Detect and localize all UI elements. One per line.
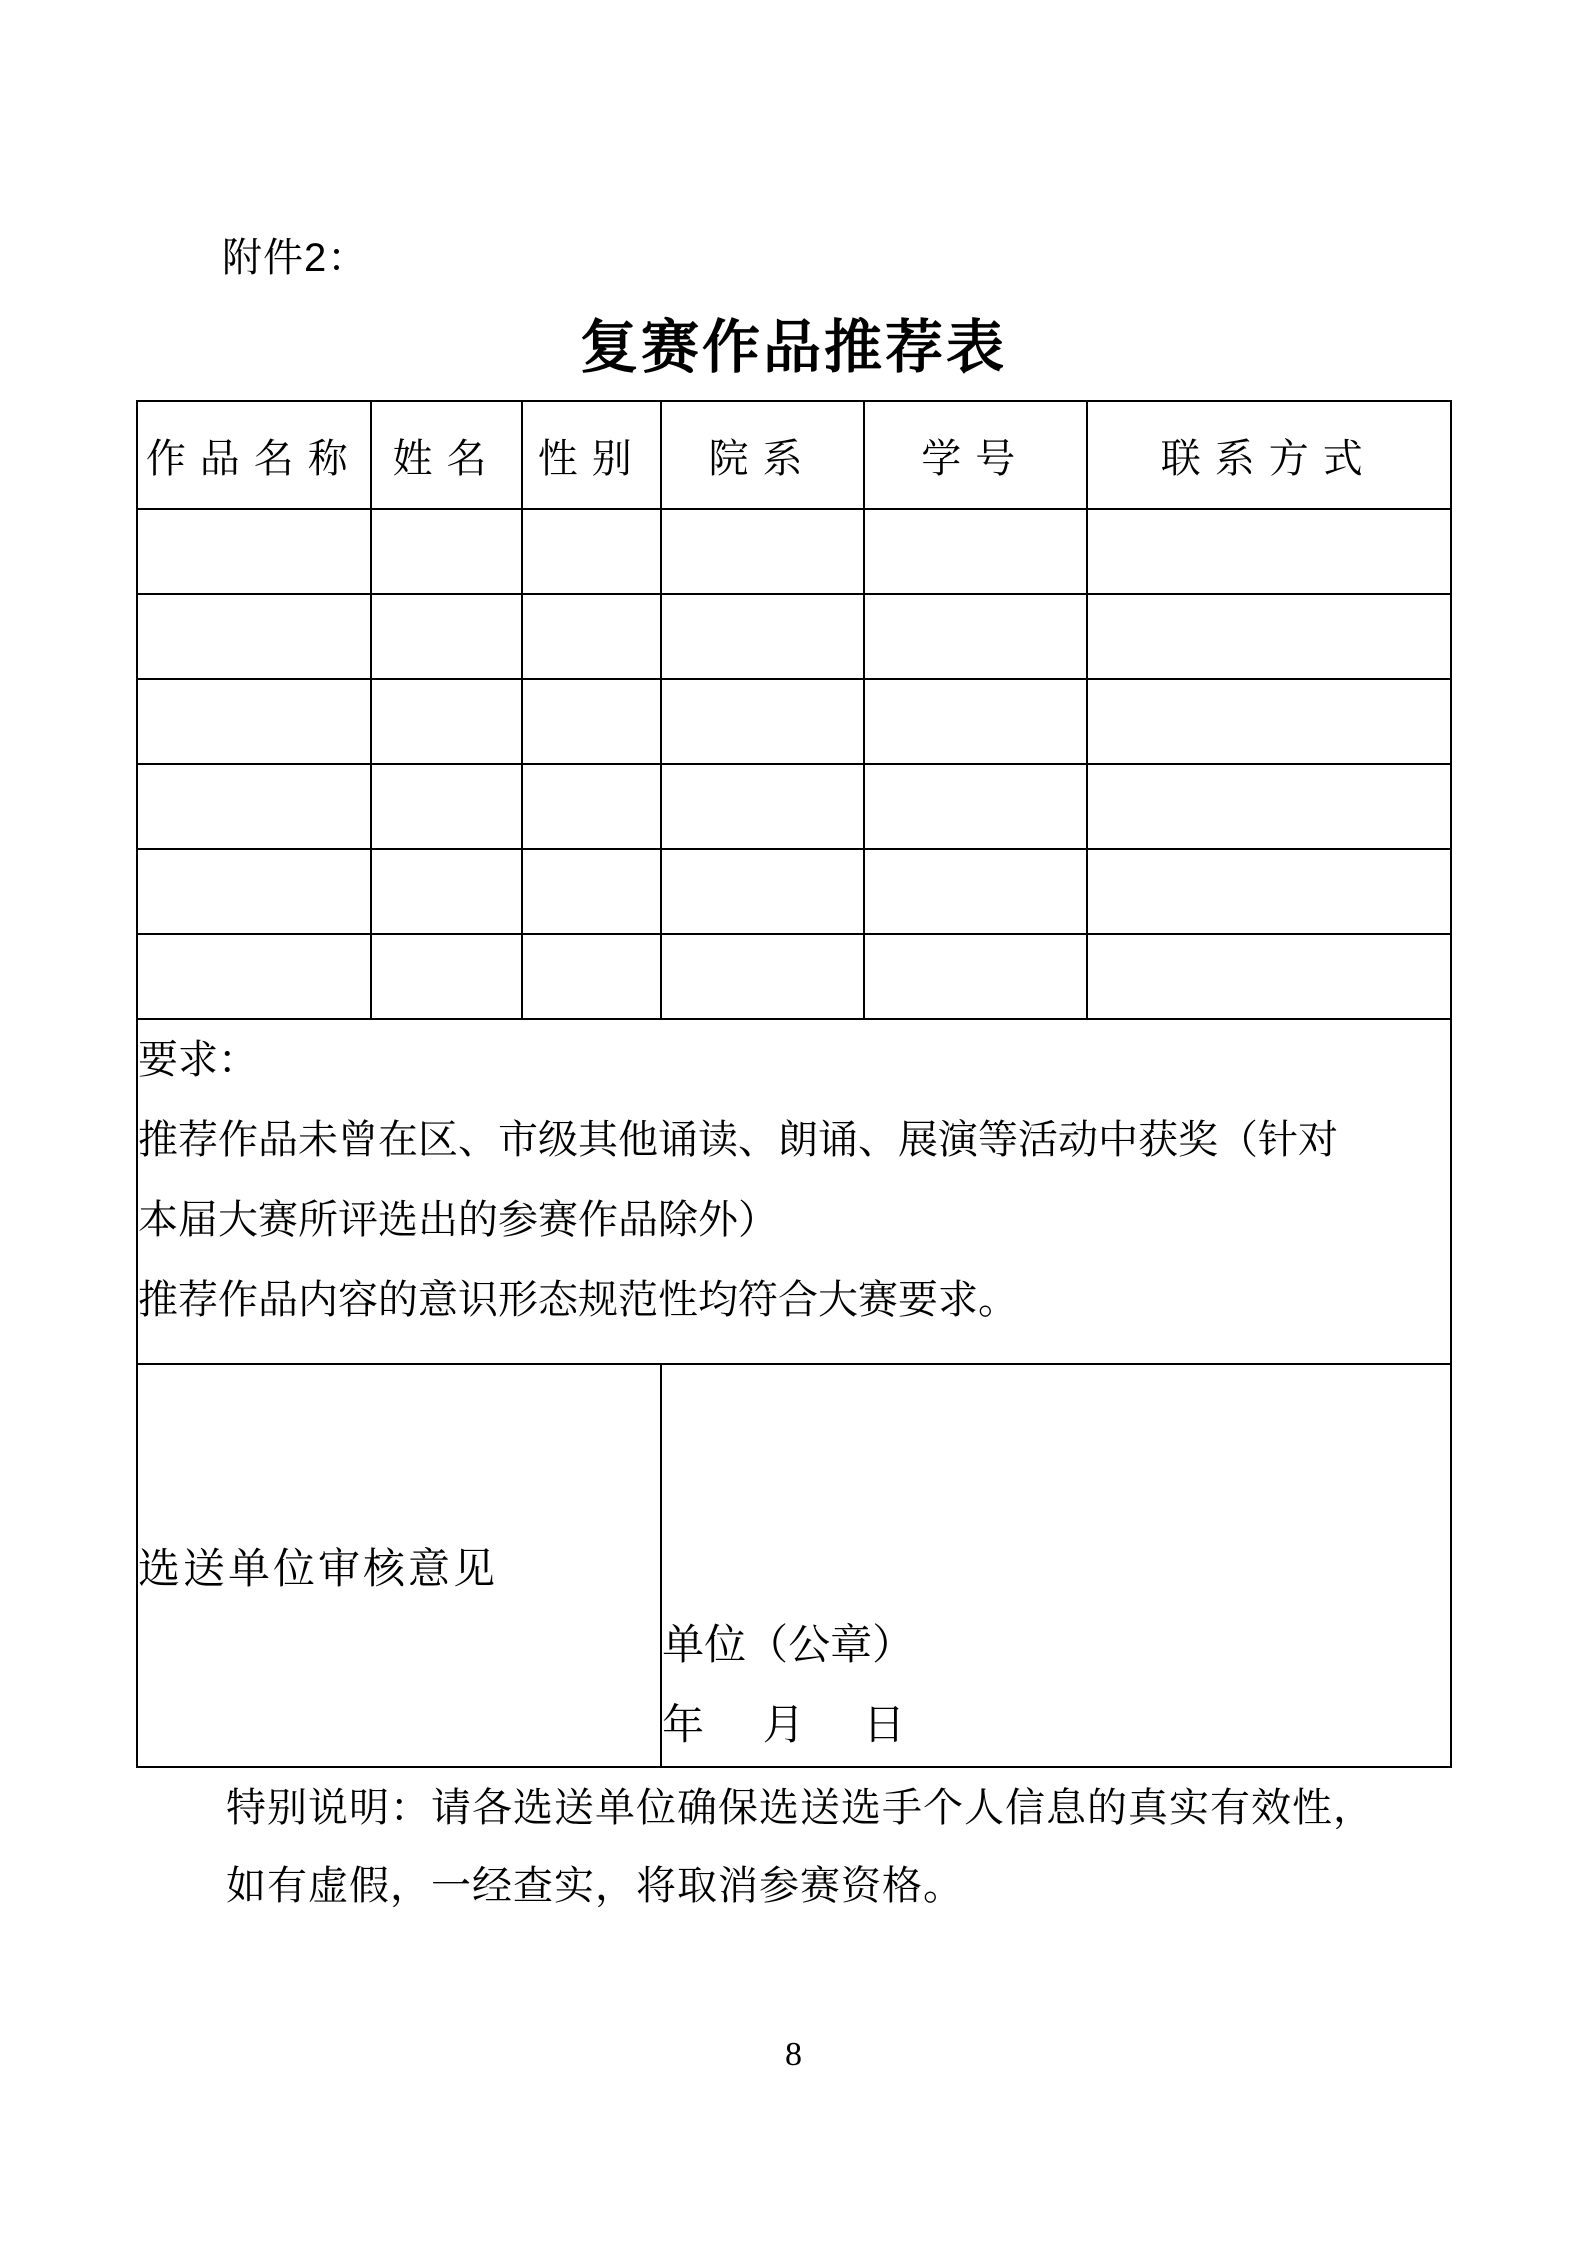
table-cell [371,679,523,764]
table-row [137,509,1451,594]
unit-seal-label: 单位（公章） [662,1623,915,1669]
header-cell-name: 姓名 [371,401,523,509]
page-number: 8 [785,2036,802,2073]
table-cell [1087,934,1451,1019]
requirements-body [137,1019,1451,1767]
requirements-line: 推荐作品未曾在区、市级其他诵读、朗诵、展演等活动中获奖（针对 [138,1117,1338,1162]
table-cell [371,764,523,849]
review-signature-cell [661,1364,1451,1767]
page-title: 复赛作品推荐表 [579,315,1007,380]
table-cell [864,764,1087,849]
table-cell [864,679,1087,764]
review-opinion-cell [137,1364,661,1767]
special-note [226,1769,1374,1925]
table-cell [522,509,661,594]
special-note-line: 如有虚假，一经查实，将取消参赛资格。 [226,1863,964,1908]
table-cell [864,934,1087,1019]
review-opinion-label: 选送单位审核意见 [138,1546,499,1593]
table-cell [661,679,864,764]
table-header [137,401,1451,509]
empty-rows-body [137,509,1451,1019]
table-cell [137,509,371,594]
table-row [137,764,1451,849]
table-cell [522,934,661,1019]
table-cell [522,849,661,934]
table-row [137,594,1451,679]
table-cell [137,934,371,1019]
table-cell [661,509,864,594]
table-cell [371,934,523,1019]
header-cell-contact: 联系方式 [1087,401,1451,509]
table-cell [371,849,523,934]
header-row [137,401,1451,509]
table-cell [1087,849,1451,934]
table-cell [864,849,1087,934]
attachment-label: 附件2： [222,236,369,280]
table-cell [1087,764,1451,849]
table-row [137,934,1451,1019]
table-cell [1087,679,1451,764]
table-row [137,679,1451,764]
header-cell-gender: 性别 [522,401,661,509]
requirements-label: 要求： [138,1037,258,1082]
table-cell [661,594,864,679]
special-note-line: 特别说明：请各选送单位确保选送选手个人信息的真实有效性， [226,1785,1374,1830]
header-cell-student-id: 学号 [864,401,1087,509]
table-cell [522,594,661,679]
review-row [137,1364,1451,1767]
recommendation-table [136,400,1452,1768]
table-cell [1087,509,1451,594]
table-cell [522,764,661,849]
table-cell [661,934,864,1019]
table-row [137,849,1451,934]
table-cell [864,509,1087,594]
table-cell [522,679,661,764]
requirements-line: 本届大赛所评选出的参赛作品除外） [138,1197,778,1242]
table-cell [137,849,371,934]
table-cell [661,764,864,849]
table-cell [371,594,523,679]
table-cell [137,594,371,679]
table-cell [864,594,1087,679]
requirements-row [137,1019,1451,1364]
table-cell [137,764,371,849]
header-cell-work-title: 作品名称 [137,401,371,509]
requirements-cell [137,1019,1451,1364]
date-label: 年 月 日 [662,1703,906,1749]
table-cell [1087,594,1451,679]
table-cell [661,849,864,934]
requirements-line: 推荐作品内容的意识形态规范性均符合大赛要求。 [138,1277,1018,1322]
header-cell-department: 院系 [661,401,864,509]
table-cell [371,509,523,594]
table-cell [137,679,371,764]
